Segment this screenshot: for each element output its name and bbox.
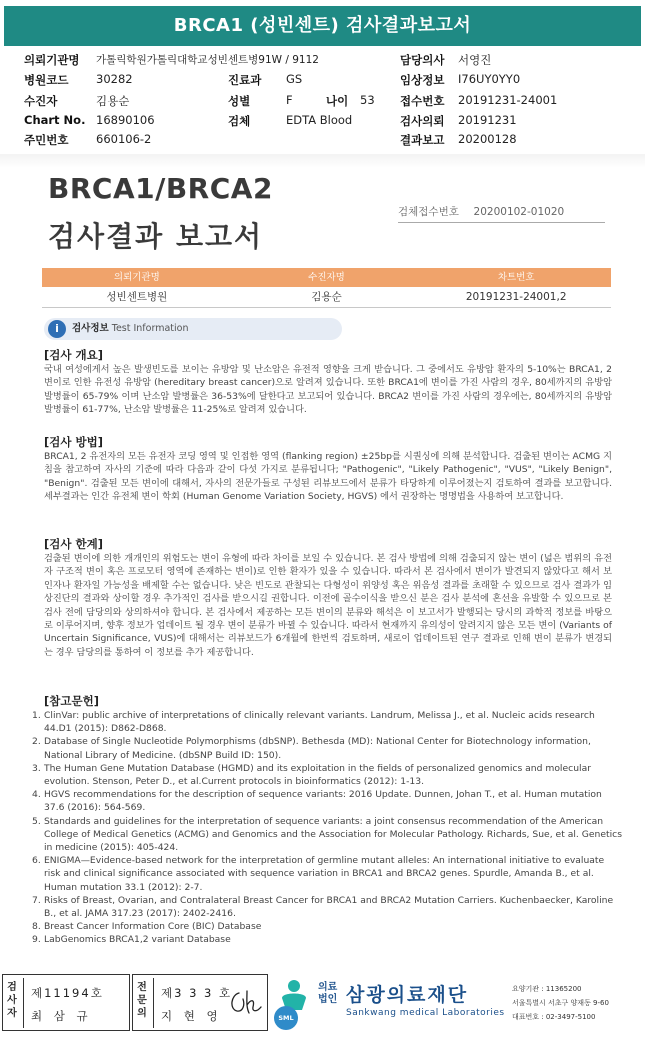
badge-text [72,318,188,340]
specialist-name: 지 현 영 [161,1009,222,1023]
dept-label: 진료과 [228,73,262,87]
specialist-label: 전문의 [137,982,147,1019]
reference-item [32,735,622,761]
reference-text: The Human Gene Mutation Database (HGMD) and its exploitation in the fields of personalized genomics and molecular evolution. Stenson, Peter D., et al.Current protocols in bioinformatics (2012): 1-13. [44,762,591,788]
age-value: 53 [360,93,375,107]
institution-value: 가톨릭학원가톨릭대학교성빈센트병91W / 9112 [96,54,319,66]
reference-item [32,709,622,735]
receipt-underline [398,222,605,223]
doctor-label: 담당의사 [400,53,445,67]
doctor-value: 서영진 [458,53,492,67]
resident-no-label: 주민번호 [24,133,69,147]
reference-number: 6. [32,855,41,867]
collector-label: 수진자 [24,94,58,108]
inspector-name: 최 삼 규 [31,1009,92,1023]
reference-number: 1. [32,710,41,721]
info-icon: i [48,320,66,338]
sex-value: F [286,93,293,107]
inspector-divider [23,978,24,1028]
receipt-no-value: 20191231-24001 [458,93,558,107]
phone: 대표번호 : 02-3497-5100 [512,1013,596,1021]
specimen-receipt-value: 20200102-01020 [473,206,565,218]
reference-item [32,762,622,788]
section-heading-overview: [검사 개요] [44,348,103,362]
header-row-2 [24,72,634,90]
reference-number: 7. [32,894,41,906]
specimen-value: EDTA Blood [286,113,353,127]
badge-label-ko: 검사정보 [72,323,109,334]
reference-item [32,788,622,814]
header-row-1 [24,52,634,70]
signature [225,985,265,1019]
info-header-patient: 수진자명 [308,272,345,283]
specialist-number: 제3 3 3 호 [161,986,233,1000]
specimen-receipt-label: 검체접수번호 [398,206,459,218]
reference-item [32,894,622,920]
section-heading-method: [검사 방법] [44,435,103,449]
reference-number: 9. [32,934,41,946]
age-label: 나이 [326,94,349,108]
institution-code: 요양기관 : 11365200 [512,985,582,993]
section-body-limits: 검출된 변이에 의한 개개인의 위험도는 변이 유형에 따라 차이를 보일 수 있습니다. 본 검사 방법에 의해 검출되지 않는 변이 (넓은 범위의 유전자 구조적 변이 혹은 프로모터 영역에 존재하는 변이)로 인한 환자가 있을 수 있습니다. 따라서 본 검사에서 변이가 발견되지 않았다고 해서 보인자나 환자일 가능성을 배제할 수는 없습니다. 낮은 빈도로 관찰되는 다형성이 위양성 혹은 위음성 결과를 초래할 수 있으므로 검사 결과가 임상진단의 결과와 상이할 경우 추가적인 검사를 받으시길 권합니다. 이전에 골수이식을 받으신 분은 검사 분석에 혼선을 유발할 수 있으므로 본 검사 전에 담당의와 상의하셔야 합니다. 본 검사에서 제공하는 모든 변이의 분류와 해석은 이 보고서가 발행되는 당시의 과학적 정보를 바탕으로 이루어지며, 향후 정보가 업데이트 될 경우 변이 분류가 바뀔 수 있습니다. 따라서 현재까지 유의성이 알려지지 않은 모든 변이 (Variants of Uncertain Significance, VUS)에 대해서는 리뷰보드가 6개월에 한번씩 검토하며, 새로이 업데이트된 연구 결과로 인해 변이 분류가 변경되는 경우 담당의를 통하여 이 정보를 추가 제공합니다. [44,553,612,658]
header-row-5 [24,132,634,150]
hospital-code-label: 병원코드 [24,73,69,87]
section-body-overview: 국내 여성에게서 높은 발생빈도를 보이는 유방암 및 난소암은 유전적 영향을 크게 받습니다. 그 중에서도 유방암 환자의 5-10%는 BRCA1, 2 변이로 인한 유전성 유방암 (hereditary breast cancer)으로 알려져 있습니다. 또한 BRCA1에 변이를 가진 사람의 경우, 80세까지의 유방암 발병률이 65-79% 이며 난소암 발병률은 36-53%에 달한다고 보고되어 있습니다. BRCA2 변이를 가진 사람의 경우에는, 80세까지의 유방암 발병률이 61-77%, 난소암 발병률은 11-25%로 알려져 있습니다. [44,364,612,416]
reference-number: 5. [32,815,41,827]
doc-title-gene: BRCA1/BRCA2 [48,172,273,205]
specimen-label: 검체 [228,114,251,128]
inspector-number: 제11194호 [31,986,104,1000]
collector-value: 김용순 [96,94,130,108]
reference-text: Standards and guidelines for the interpretation of sequence variants: a joint consensus recommendation of the American College of Medical Genetics (ACMG) and Genomics and the Association for Molecular Pathology. Richards, Sue, et al. Genetics in medicine (2015): 405-424. [44,815,622,854]
specialist-box [132,974,268,1031]
reference-text: HGVS recommendations for the description of sequence variants: 2016 Update. Dunnen, Johan T., et al. Human mutation 37.6 (2016): 564-569. [44,789,602,814]
reference-text: ENIGMA—Evidence-based network for the interpretation of germline mutant alleles: An international initiative to evaluate risk and clinical significance associated with sequence variation in BRCA1 and BRCA2 genes. Spurdle, Amanda B., et al. Human mutation 33.1 (2012): 2-7. [44,855,605,893]
reference-number: 4. [32,789,41,801]
info-table-row [42,287,611,308]
reference-number: 8. [32,921,41,933]
inspector-box [2,974,130,1031]
report-date-label: 결과보고 [400,133,445,147]
references-heading: [참고문헌] [44,694,99,708]
info-cell-institution: 성빈센트병원 [106,291,168,303]
reference-item [32,854,622,894]
reference-text: Risks of Breast, Ovarian, and Contralateral Breast Cancer for BRCA1 and BRCA2 Mutation Carriers. Kuchenbaecker, Karoline B., et al. JAMA 317.23 (2017): 2402-2416. [44,894,614,920]
reference-text: Breast Cancer Information Core (BIC) Database [44,921,262,933]
specimen-receipt [398,204,608,219]
reference-item [32,920,622,933]
request-date-value: 20191231 [458,113,517,127]
address: 서울특별시 서초구 양재동 9-60 [512,999,609,1007]
dept-value: GS [286,72,303,86]
footer [2,974,643,1037]
section-body-method: BRCA1, 2 유전자의 모든 유전자 코딩 영역 및 인접한 영역 (flanking region) ±25bp를 시퀀싱에 의해 분석합니다. 검출된 변이는 ACMG 지침을 참고하여 자사의 기준에 따라 다음과 같이 다섯 가지로 분류됩니다; "Pathogenic", "Likely Pathogenic", "VUS", "Likely Benign", "Benign". 검출된 모든 변이에 대해서, 자사의 전문가들로 구성된 리뷰보드에서 분류가 타당하게 이루어졌는지 검토하여 결과를 보고합니다. 세부결과는 인간 유전체 변이 학회 (Human Genome Variation Society, HGVS) 에서 권장하는 명명법을 사용하여 보고합니다. [44,451,612,503]
inspector-label: 검사자 [7,982,17,1019]
brand-name-en: Sankwang medical Laboratories [346,1008,505,1018]
header-row-4 [24,113,634,131]
report-date-value: 20200128 [458,132,517,146]
info-header-chart: 차트번호 [497,272,535,283]
reference-text: LabGenomics BRCA1,2 variant Database [44,934,231,946]
report-title-bar [4,6,641,46]
request-date-label: 검사의뢰 [400,114,445,128]
clinical-info-label: 임상정보 [400,73,445,87]
info-table-header [42,268,611,287]
page-separator [0,154,645,168]
header-row-3 [24,93,634,111]
patient-header [24,52,634,148]
test-information-badge [44,318,342,340]
resident-no-value: 660106-2 [96,132,152,146]
badge-label-en: Test Information [111,323,189,334]
corp-type: 의료법인 [318,982,338,1005]
chart-no-label: Chart No. [24,113,86,127]
references-list [32,709,622,947]
section-heading-limits: [검사 한계] [44,537,103,551]
brand-name: 삼광의료재단 [346,984,469,1006]
institution-label: 의뢰기관명 [24,53,80,67]
reference-item [32,933,622,946]
info-cell-chart: 20191231-24001,2 [465,291,567,303]
sex-label: 성별 [228,94,251,108]
sml-logo-text: SML [278,1014,294,1022]
clinical-info-value: I76UY0YY0 [458,72,521,86]
reference-item [32,815,622,855]
chart-no-value: 16890106 [96,113,155,127]
reference-text: ClinVar: public archive of interpretations of clinically relevant variants. Landrum, Melissa J., et al. Nucleic acids research 44.D1 (2015): D862-D868. [44,710,595,735]
receipt-no-label: 접수번호 [400,94,445,108]
info-header-institution: 의뢰기관명 [113,272,160,283]
info-table [42,268,611,308]
reference-number: 2. [32,736,41,748]
doc-title-report: 검사결과 보고서 [48,220,264,253]
reference-text: Database of Single Nucleotide Polymorphisms (dbSNP). Bethesda (MD): National Center for Biotechnology information, National Library of Medicine. (dbSNP Build ID: 150). [44,736,591,761]
report-title: BRCA1 (성빈센트) 검사결과보고서 [173,15,472,36]
reference-number: 3. [32,762,41,774]
specialist-divider [153,978,154,1028]
hospital-code-value: 30282 [96,72,133,86]
info-cell-patient: 김용순 [311,291,342,303]
